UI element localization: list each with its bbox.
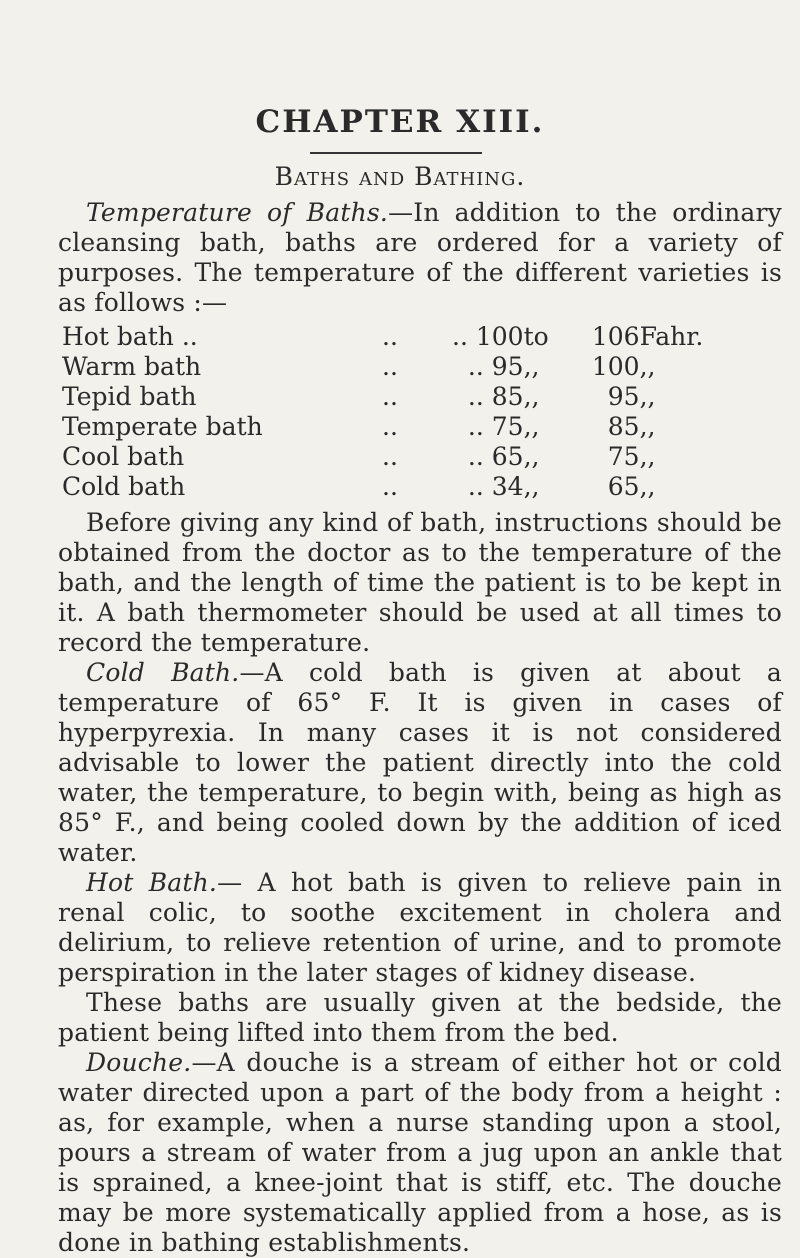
high-temp-cell: 100: [591, 352, 640, 381]
bath-name-cell: Tepid bath: [62, 382, 197, 411]
bath-name-cell: Warm bath: [62, 352, 202, 381]
chapter-title: CHAPTER XIII.: [255, 104, 545, 140]
to-cell: to: [523, 322, 549, 351]
bath-name-cell: Cool bath: [62, 442, 185, 471]
title-rule: [310, 152, 482, 154]
paragraph-lead: Cold Bath.: [86, 658, 240, 687]
paragraph-text: Before giving any kind of bath, instructions should be obtained from the doctor as to the temperature of the bath, and the length of time the patient is to be kept in it. A bath thermometer should be used at all times to record the temperature.: [58, 508, 782, 657]
leader-dots-cell: ..: [382, 442, 398, 471]
low-temp-cell: .. 95: [467, 352, 524, 381]
bath-name-cell: Temperate bath: [62, 412, 263, 441]
paragraph-text: —In addition to the ordinary cleansing bath, baths are ordered for a variety of purposes. The temperature of the different varieties is as follows :—: [58, 198, 782, 317]
bath-name-cell: Hot bath ..: [62, 322, 198, 351]
to-cell: ,,: [523, 382, 540, 411]
unit-cell: ,,: [639, 382, 656, 411]
table-row: [62, 322, 703, 352]
leader-dots-cell: ..: [382, 472, 398, 501]
table-row: [62, 412, 703, 442]
high-temp-cell: 65: [607, 472, 640, 501]
paragraph-douche: [58, 1048, 782, 1258]
unit-cell: ,,: [639, 442, 656, 471]
unit-cell: ,,: [639, 412, 656, 441]
paragraph-lead: Temperature of Baths.: [86, 198, 389, 227]
low-temp-cell: .. 34: [467, 472, 524, 501]
high-temp-cell: 75: [607, 442, 640, 471]
high-temp-cell: 95: [607, 382, 640, 411]
paragraph-bedside: [58, 988, 782, 1048]
paragraph-text: —A douche is a stream of either hot or cold water directed upon a part of the body from a height : as, for example, when a nurse standing upon a stool, pours a stream of water from a jug upon an ankle that is sprained, a knee-joint that is stiff, etc. The douche may be more systematically applied from a hose, as is done in bathing establishments.: [58, 1048, 782, 1257]
leader-dots-cell: ..: [382, 382, 398, 411]
low-temp-cell: .. 65: [467, 442, 524, 471]
low-temp-cell: .. 100: [452, 322, 524, 351]
table-row: [62, 382, 703, 412]
low-temp-cell: .. 75: [467, 412, 524, 441]
table-row: [62, 472, 703, 502]
section-title: Baths and Bathing.: [274, 162, 526, 191]
leader-dots-cell: ..: [382, 352, 398, 381]
paragraph-text: These baths are usually given at the bedside, the patient being lifted into them from the bed.: [58, 988, 782, 1047]
paragraph-hot-bath: [58, 868, 782, 988]
to-cell: ,,: [523, 352, 540, 381]
unit-cell: ,,: [639, 472, 656, 501]
unit-cell: Fahr.: [639, 322, 704, 351]
leader-dots-cell: ..: [382, 412, 398, 441]
paragraph-text: —A cold bath is given at about a temperature of 65° F. It is given in cases of hyperpyrexia. In many cases it is not considered advisable to lower the patient directly into the cold water, the temperature, to begin with, being as high as 85° F., and being cooled down by the addition of iced water.: [58, 658, 782, 867]
table-row: [62, 352, 703, 382]
high-temp-cell: 106: [591, 322, 640, 351]
leader-dots-cell: ..: [382, 322, 398, 351]
paragraph-text: — A hot bath is given to relieve pain in renal colic, to soothe excitement in cholera and delirium, to relieve retention of urine, and to promote perspiration in the later stages of kidney disease.: [58, 868, 782, 987]
to-cell: ,,: [523, 472, 540, 501]
paragraph-instructions: [58, 508, 782, 658]
table-row: [62, 442, 703, 472]
paragraph-cold-bath: [58, 658, 782, 868]
paragraph-lead: Douche.: [86, 1048, 192, 1077]
high-temp-cell: 85: [607, 412, 640, 441]
to-cell: ,,: [523, 442, 540, 471]
unit-cell: ,,: [639, 352, 656, 381]
bath-name-cell: Cold bath: [62, 472, 186, 501]
low-temp-cell: .. 85: [467, 382, 524, 411]
paragraph-temperature: [58, 198, 782, 318]
paragraph-lead: Hot Bath.: [86, 868, 218, 897]
temperature-table: [62, 322, 703, 502]
to-cell: ,,: [523, 412, 540, 441]
body-text: [58, 198, 782, 1258]
